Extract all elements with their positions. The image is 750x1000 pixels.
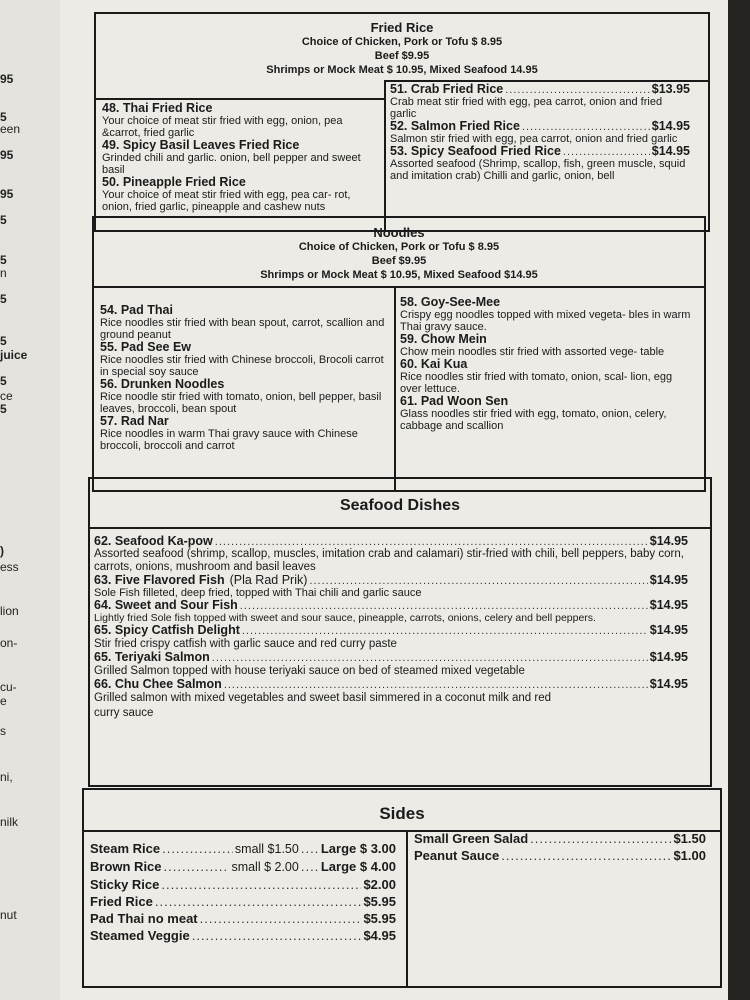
side-price: $1.00 bbox=[673, 848, 706, 863]
item-price: $14.95 bbox=[649, 573, 688, 587]
item-description: Crispy egg noodles topped with mixed vegeta- bles in warm Thai gravy sauce. bbox=[400, 309, 691, 333]
fried-rice-left-column bbox=[102, 102, 380, 213]
item-price: $14.95 bbox=[649, 677, 688, 691]
side-name: Peanut Sauce bbox=[414, 848, 500, 863]
adjacent-page-fragment: ni, bbox=[0, 770, 13, 784]
adjacent-page-strip bbox=[0, 0, 61, 1000]
noodles-right-column bbox=[400, 296, 694, 432]
item-price: $14.95 bbox=[649, 623, 688, 637]
side-name: Steamed Veggie bbox=[90, 928, 190, 943]
adjacent-page-fragment: ess bbox=[0, 560, 19, 574]
item-name: 64. Sweet and Sour Fish bbox=[94, 598, 238, 612]
menu-item bbox=[94, 651, 688, 678]
side-item bbox=[90, 910, 396, 927]
side-item bbox=[90, 840, 396, 858]
item-description: Rice noodle stir fried with tomato, onion, bell pepper, basil leaves, broccoli, bean spout bbox=[100, 391, 382, 415]
menu-item bbox=[102, 102, 380, 139]
item-price: $14.95 bbox=[649, 650, 688, 664]
side-item bbox=[90, 893, 396, 910]
adjacent-page-fragment: 5 bbox=[0, 253, 7, 267]
side-name: Small Green Salad bbox=[414, 831, 529, 846]
sides-left-column bbox=[90, 840, 396, 944]
menu-item bbox=[400, 395, 694, 432]
menu-item bbox=[94, 599, 688, 624]
item-name: 50. Pineapple Fried Rice bbox=[102, 175, 246, 189]
menu-item bbox=[400, 358, 694, 395]
fried-rice-title: Fried Rice bbox=[370, 20, 434, 35]
side-item bbox=[90, 876, 396, 893]
item-description: Lightly fried Sole fish topped with sweet and sour sauce, pineapple, carrots, onions, celery and bell peppers. bbox=[94, 612, 596, 624]
item-name: 61. Pad Woon Sen bbox=[400, 394, 509, 408]
item-name: 52. Salmon Fried Rice bbox=[390, 119, 520, 133]
menu-item bbox=[94, 624, 688, 651]
side-price: $2.00 bbox=[363, 877, 396, 892]
item-price: $13.95 bbox=[651, 82, 690, 96]
item-name: 55. Pad See Ew bbox=[100, 340, 192, 354]
fried-rice-price-line-1: Choice of Chicken, Pork or Tofu $ 8.95 bbox=[301, 36, 503, 48]
side-item bbox=[90, 927, 396, 944]
menu-page bbox=[60, 0, 728, 1000]
fried-rice-price-line-3: Shrimps or Mock Meat $ 10.95, Mixed Seafood 14.95 bbox=[266, 64, 538, 76]
adjacent-page-fragment: n bbox=[0, 266, 7, 280]
side-small-price: small $1.50 bbox=[234, 842, 299, 856]
adjacent-page-fragment: 5 bbox=[0, 374, 7, 388]
item-name: 56. Drunken Noodles bbox=[100, 377, 225, 391]
item-name: 60. Kai Kua bbox=[400, 357, 468, 371]
item-name: 63. Five Flavored Fish bbox=[94, 573, 225, 587]
item-name: 65. Spicy Catfish Delight bbox=[94, 623, 240, 637]
adjacent-page-fragment: 5 bbox=[0, 213, 7, 227]
seafood-section bbox=[88, 477, 712, 787]
adjacent-page-fragment: s bbox=[0, 724, 6, 738]
side-price: $4.95 bbox=[363, 928, 396, 943]
item-name: 59. Chow Mein bbox=[400, 332, 487, 346]
side-name: Brown Rice bbox=[90, 859, 162, 874]
menu-item bbox=[100, 341, 390, 378]
noodles-section bbox=[92, 216, 706, 492]
side-price: $5.95 bbox=[363, 911, 396, 926]
menu-item bbox=[100, 304, 390, 341]
item-description: Rice noodles stir fried with Chinese broccoli, Brocoli carrot in special soy sauce bbox=[100, 354, 384, 378]
noodles-price-line-3: Shrimps or Mock Meat $ 10.95, Mixed Seafood $14.95 bbox=[260, 269, 538, 281]
adjacent-page-fragment: lion bbox=[0, 604, 19, 618]
item-description: Rice noodles stir fried with bean spout, carrot, scallion and ground peanut bbox=[100, 317, 385, 341]
item-description: Assorted seafood (shrimp, scallop, muscles, imitation crab and calamari) stir-fried with chili, bell peppers, baby corn, carrots, onions, mushroom and basil leaves bbox=[94, 548, 684, 573]
adjacent-page-fragment: ) bbox=[0, 544, 4, 558]
menu-item bbox=[390, 145, 690, 182]
item-name: 51. Crab Fried Rice bbox=[390, 82, 504, 96]
adjacent-page-fragment: 5 bbox=[0, 110, 7, 124]
fried-rice-section bbox=[94, 12, 710, 232]
adjacent-page-fragment: 5 bbox=[0, 402, 7, 416]
side-item bbox=[414, 847, 706, 864]
side-price: $1.50 bbox=[673, 831, 706, 846]
item-description: Grilled salmon with mixed vegetables and sweet basil simmered in a coconut milk and red curry sauce bbox=[94, 692, 552, 719]
menu-item bbox=[400, 296, 694, 333]
menu-item bbox=[400, 333, 694, 358]
side-price: $5.95 bbox=[363, 894, 396, 909]
menu-item bbox=[100, 378, 390, 415]
item-description: Salmon stir fried with egg, pea carrot, onion and fried garlic bbox=[390, 133, 678, 145]
noodles-left-column bbox=[100, 304, 390, 452]
adjacent-page-fragment: ce bbox=[0, 389, 13, 403]
item-name: 62. Seafood Ka-pow bbox=[94, 534, 213, 548]
side-name: Sticky Rice bbox=[90, 877, 160, 892]
side-price: Large $ 3.00 bbox=[320, 841, 396, 856]
noodles-price-line-1: Choice of Chicken, Pork or Tofu $ 8.95 bbox=[298, 241, 500, 253]
sides-title: Sides bbox=[379, 804, 425, 823]
menu-item bbox=[94, 535, 688, 574]
item-name: 65. Teriyaki Salmon bbox=[94, 650, 210, 664]
fried-rice-right-column bbox=[390, 83, 690, 182]
item-name: 54. Pad Thai bbox=[100, 303, 173, 317]
menu-item bbox=[94, 574, 688, 599]
item-name: 57. Rad Nar bbox=[100, 414, 169, 428]
adjacent-page-fragment: 95 bbox=[0, 72, 14, 86]
adjacent-page-fragment: nilk bbox=[0, 815, 19, 829]
item-price: $14.95 bbox=[651, 119, 690, 133]
item-name: 49. Spicy Basil Leaves Fried Rice bbox=[102, 138, 300, 152]
item-name: 58. Goy-See-Mee bbox=[400, 295, 501, 309]
item-description: Stir fried crispy catfish with garlic sauce and red curry paste bbox=[94, 638, 397, 650]
item-name: 66. Chu Chee Salmon bbox=[94, 677, 222, 691]
item-description: Crab meat stir fried with egg, pea carrot, onion and fried garlic bbox=[390, 96, 663, 120]
item-price: $14.95 bbox=[649, 598, 688, 612]
adjacent-page-fragment: 95 bbox=[0, 148, 14, 162]
side-name: Pad Thai no meat bbox=[90, 911, 198, 926]
adjacent-page-fragment: een bbox=[0, 122, 21, 136]
noodles-price-line-2: Beef $9.95 bbox=[371, 255, 427, 267]
item-description: Rice noodles stir fried with tomato, onion, scal- lion, egg over lettuce. bbox=[400, 371, 673, 395]
noodles-title: Noodles bbox=[373, 225, 425, 240]
item-description: Your choice of meat stir fried with egg, pea car- rot, onion, fried garlic, pineapple and cashew nuts bbox=[102, 189, 351, 213]
side-small-price: small $ 2.00 bbox=[231, 860, 299, 874]
item-description: Grilled Salmon topped with house teriyaki sauce on bed of steamed mixed vegetable bbox=[94, 665, 525, 677]
item-price: $14.95 bbox=[651, 144, 690, 158]
fried-rice-price-line-2: Beef $9.95 bbox=[374, 50, 430, 62]
adjacent-page-fragment: nut bbox=[0, 908, 17, 922]
side-name: Fried Rice bbox=[90, 894, 153, 909]
seafood-items bbox=[94, 535, 688, 721]
menu-item bbox=[390, 83, 690, 120]
item-description: Rice noodles in warm Thai gravy sauce with Chinese broccoli, broccoli and carrot bbox=[100, 428, 358, 452]
sides-section bbox=[82, 788, 722, 988]
item-name: 53. Spicy Seafood Fried Rice bbox=[390, 144, 561, 158]
adjacent-page-fragment: e bbox=[0, 694, 7, 708]
menu-item bbox=[102, 176, 380, 213]
item-description: Assorted seafood (Shrimp, scallop, fish, green muscle, squid and imitation crab) Chilli and garlic, onion, bell bbox=[390, 158, 686, 182]
seafood-title: Seafood Dishes bbox=[339, 497, 461, 514]
side-price: Large $ 4.00 bbox=[320, 859, 396, 874]
adjacent-page-fragment: 5 bbox=[0, 292, 7, 306]
sides-right-column bbox=[414, 830, 706, 864]
item-description: Glass noodles stir fried with egg, tomato, onion, celery, cabbage and scallion bbox=[400, 408, 667, 432]
side-name: Steam Rice bbox=[90, 841, 161, 856]
menu-item bbox=[94, 678, 688, 721]
item-name: 48. Thai Fried Rice bbox=[102, 101, 213, 115]
adjacent-page-fragment: juice bbox=[0, 348, 28, 362]
item-description: Grinded chili and garlic. onion, bell pepper and sweet basil bbox=[102, 152, 361, 176]
adjacent-page-fragment: 5 bbox=[0, 334, 7, 348]
menu-item bbox=[390, 120, 690, 145]
side-item bbox=[90, 858, 396, 876]
side-item bbox=[414, 830, 706, 847]
item-description: Your choice of meat stir fried with egg, onion, pea &carrot, fried garlic bbox=[102, 115, 343, 139]
item-alt-name: (Pla Rad Prik) bbox=[229, 573, 308, 587]
item-description: Sole Fish filleted, deep fried, topped with Thai chili and garlic sauce bbox=[94, 587, 422, 599]
item-price: $14.95 bbox=[649, 534, 688, 548]
adjacent-page-fragment: cu- bbox=[0, 680, 17, 694]
adjacent-page-fragment: 95 bbox=[0, 187, 14, 201]
menu-item bbox=[100, 415, 390, 452]
adjacent-page-fragment: on- bbox=[0, 636, 18, 650]
menu-item bbox=[102, 139, 380, 176]
item-description: Chow mein noodles stir fried with assorted vege- table bbox=[400, 346, 665, 358]
